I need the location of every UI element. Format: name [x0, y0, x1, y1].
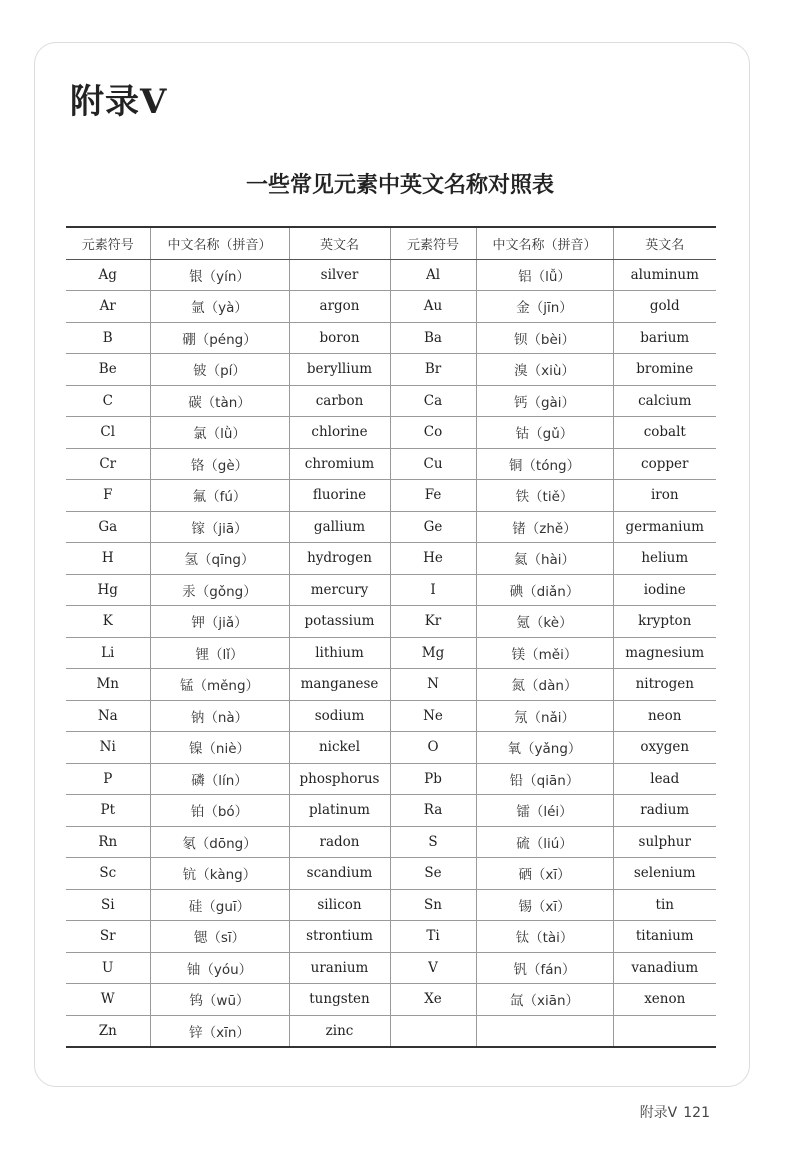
english-name: lead — [613, 763, 716, 795]
english-name: sulphur — [613, 826, 716, 858]
english-name: chromium — [289, 448, 390, 480]
table-row — [66, 732, 716, 764]
element-symbol: Ra — [390, 795, 476, 827]
table-row — [66, 385, 716, 417]
element-symbol: O — [390, 732, 476, 764]
chinese-name: 钴（gǔ） — [476, 417, 613, 449]
english-name: manganese — [289, 669, 390, 701]
chinese-name: 氩（yà） — [150, 291, 289, 323]
table-row — [66, 763, 716, 795]
english-name: beryllium — [289, 354, 390, 386]
english-name: selenium — [613, 858, 716, 890]
element-symbol: Ne — [390, 700, 476, 732]
chinese-name: 氯（lǜ） — [150, 417, 289, 449]
chinese-name: 钾（jiǎ） — [150, 606, 289, 638]
table-row — [66, 795, 716, 827]
chinese-name: 硼（péng） — [150, 322, 289, 354]
element-symbol: Hg — [66, 574, 150, 606]
element-symbol: P — [66, 763, 150, 795]
chinese-name: 钨（wū） — [150, 984, 289, 1016]
element-symbol: S — [390, 826, 476, 858]
element-symbol: Co — [390, 417, 476, 449]
element-symbol: Li — [66, 637, 150, 669]
english-name: barium — [613, 322, 716, 354]
table-row — [66, 700, 716, 732]
element-symbol: Ba — [390, 322, 476, 354]
english-name: oxygen — [613, 732, 716, 764]
chinese-name — [476, 1015, 613, 1047]
chinese-name: 铀（yóu） — [150, 952, 289, 984]
chinese-name: 镍（niè） — [150, 732, 289, 764]
header-chinese-name: 中文名称（拼音） — [150, 227, 289, 259]
table-row — [66, 952, 716, 984]
chinese-name: 碘（diǎn） — [476, 574, 613, 606]
header-chinese-name: 中文名称（拼音） — [476, 227, 613, 259]
element-symbol: B — [66, 322, 150, 354]
element-symbol — [390, 1015, 476, 1047]
english-name: krypton — [613, 606, 716, 638]
chinese-name: 氟（fú） — [150, 480, 289, 512]
element-symbol: Mn — [66, 669, 150, 701]
element-symbol: Br — [390, 354, 476, 386]
chinese-name: 钒（fán） — [476, 952, 613, 984]
element-symbol: He — [390, 543, 476, 575]
header-english-name: 英文名 — [289, 227, 390, 259]
chinese-name: 钛（tài） — [476, 921, 613, 953]
element-symbol: Ge — [390, 511, 476, 543]
english-name: xenon — [613, 984, 716, 1016]
chinese-name: 铂（bó） — [150, 795, 289, 827]
table-row — [66, 574, 716, 606]
table-header-row — [66, 227, 716, 259]
chinese-name: 铬（gè） — [150, 448, 289, 480]
element-symbol: Fe — [390, 480, 476, 512]
element-symbol: Cr — [66, 448, 150, 480]
english-name: neon — [613, 700, 716, 732]
english-name: cobalt — [613, 417, 716, 449]
chinese-name: 铍（pí） — [150, 354, 289, 386]
chinese-name: 钡（bèi） — [476, 322, 613, 354]
element-symbol: Ga — [66, 511, 150, 543]
english-name: helium — [613, 543, 716, 575]
english-name: aluminum — [613, 259, 716, 291]
element-symbol: Al — [390, 259, 476, 291]
english-name: copper — [613, 448, 716, 480]
element-symbol: N — [390, 669, 476, 701]
table-row — [66, 606, 716, 638]
english-name: zinc — [289, 1015, 390, 1047]
chinese-name: 镁（měi） — [476, 637, 613, 669]
chinese-name: 氙（xiān） — [476, 984, 613, 1016]
element-symbol: W — [66, 984, 150, 1016]
chinese-name: 钙（gài） — [476, 385, 613, 417]
table-row — [66, 984, 716, 1016]
english-name: silver — [289, 259, 390, 291]
table-row — [66, 480, 716, 512]
table-row — [66, 637, 716, 669]
appendix-heading: 附录V — [70, 82, 168, 122]
chinese-name: 硒（xī） — [476, 858, 613, 890]
element-symbol: V — [390, 952, 476, 984]
chinese-name: 钪（kàng） — [150, 858, 289, 890]
chinese-name: 汞（gǒng） — [150, 574, 289, 606]
chinese-name: 锌（xīn） — [150, 1015, 289, 1047]
english-name: calcium — [613, 385, 716, 417]
element-symbol: Cu — [390, 448, 476, 480]
english-name: platinum — [289, 795, 390, 827]
element-symbol: Pt — [66, 795, 150, 827]
element-symbol: Mg — [390, 637, 476, 669]
table-row — [66, 889, 716, 921]
element-symbol: K — [66, 606, 150, 638]
english-name: tungsten — [289, 984, 390, 1016]
chinese-name: 金（jīn） — [476, 291, 613, 323]
element-symbol: Si — [66, 889, 150, 921]
chinese-name: 钠（nà） — [150, 700, 289, 732]
chinese-name: 铜（tóng） — [476, 448, 613, 480]
english-name: gallium — [289, 511, 390, 543]
chinese-name: 锂（lǐ） — [150, 637, 289, 669]
english-name: phosphorus — [289, 763, 390, 795]
table-row — [66, 291, 716, 323]
table-row — [66, 259, 716, 291]
table-row — [66, 511, 716, 543]
english-name: tin — [613, 889, 716, 921]
english-name: lithium — [289, 637, 390, 669]
element-symbol: Ag — [66, 259, 150, 291]
footer-label: 附录V — [639, 1105, 678, 1121]
table-row — [66, 669, 716, 701]
page-number: 121 — [683, 1105, 710, 1121]
english-name: argon — [289, 291, 390, 323]
element-symbol: H — [66, 543, 150, 575]
chinese-name: 氖（nǎi） — [476, 700, 613, 732]
chinese-name: 硫（liú） — [476, 826, 613, 858]
page-footer — [640, 1102, 710, 1122]
element-symbol: Ca — [390, 385, 476, 417]
chinese-name: 硅（guī） — [150, 889, 289, 921]
english-name: bromine — [613, 354, 716, 386]
header-symbol: 元素符号 — [66, 227, 150, 259]
table-row — [66, 354, 716, 386]
element-symbol: F — [66, 480, 150, 512]
chinese-name: 铝（lǚ） — [476, 259, 613, 291]
element-symbol: Sr — [66, 921, 150, 953]
header-symbol: 元素符号 — [390, 227, 476, 259]
chinese-name: 锡（xī） — [476, 889, 613, 921]
chinese-name: 氢（qīng） — [150, 543, 289, 575]
chinese-name: 铅（qiān） — [476, 763, 613, 795]
chinese-name: 银（yín） — [150, 259, 289, 291]
english-name: uranium — [289, 952, 390, 984]
element-symbol: Se — [390, 858, 476, 890]
english-name: titanium — [613, 921, 716, 953]
table-title: 一些常见元素中英文名称对照表 — [245, 172, 554, 198]
english-name: fluorine — [289, 480, 390, 512]
table-row — [66, 1015, 716, 1047]
element-symbol: Au — [390, 291, 476, 323]
english-name: chlorine — [289, 417, 390, 449]
table-row — [66, 448, 716, 480]
english-name: silicon — [289, 889, 390, 921]
chinese-name: 磷（lín） — [150, 763, 289, 795]
english-name: germanium — [613, 511, 716, 543]
chinese-name: 氮（dàn） — [476, 669, 613, 701]
element-names-table — [66, 226, 716, 1048]
chinese-name: 氧（yǎng） — [476, 732, 613, 764]
table-row — [66, 417, 716, 449]
element-symbol: C — [66, 385, 150, 417]
english-name: iodine — [613, 574, 716, 606]
element-symbol: Ar — [66, 291, 150, 323]
chinese-name: 锗（zhě） — [476, 511, 613, 543]
chinese-name: 锰（měng） — [150, 669, 289, 701]
english-name: gold — [613, 291, 716, 323]
element-symbol: Be — [66, 354, 150, 386]
english-name: magnesium — [613, 637, 716, 669]
element-symbol: Ni — [66, 732, 150, 764]
element-symbol: I — [390, 574, 476, 606]
english-name: hydrogen — [289, 543, 390, 575]
element-symbol: Kr — [390, 606, 476, 638]
english-name: boron — [289, 322, 390, 354]
element-symbol: Xe — [390, 984, 476, 1016]
chinese-name: 锶（sī） — [150, 921, 289, 953]
chinese-name: 铁（tiě） — [476, 480, 613, 512]
header-english-name: 英文名 — [613, 227, 716, 259]
table-row — [66, 322, 716, 354]
english-name: vanadium — [613, 952, 716, 984]
english-name: potassium — [289, 606, 390, 638]
english-name: sodium — [289, 700, 390, 732]
element-symbol: Pb — [390, 763, 476, 795]
english-name: mercury — [289, 574, 390, 606]
element-symbol: Ti — [390, 921, 476, 953]
table-row — [66, 826, 716, 858]
english-name: nickel — [289, 732, 390, 764]
table-row — [66, 858, 716, 890]
english-name: nitrogen — [613, 669, 716, 701]
english-name — [613, 1015, 716, 1047]
english-name: radon — [289, 826, 390, 858]
chinese-name: 镭（léi） — [476, 795, 613, 827]
english-name: scandium — [289, 858, 390, 890]
element-symbol: Sn — [390, 889, 476, 921]
element-symbol: Cl — [66, 417, 150, 449]
table-row — [66, 921, 716, 953]
element-symbol: Na — [66, 700, 150, 732]
element-symbol: U — [66, 952, 150, 984]
english-name: strontium — [289, 921, 390, 953]
english-name: carbon — [289, 385, 390, 417]
element-symbol: Sc — [66, 858, 150, 890]
chinese-name: 氦（hài） — [476, 543, 613, 575]
english-name: iron — [613, 480, 716, 512]
chinese-name: 氡（dōng） — [150, 826, 289, 858]
chinese-name: 镓（jiā） — [150, 511, 289, 543]
english-name: radium — [613, 795, 716, 827]
element-symbol: Rn — [66, 826, 150, 858]
chinese-name: 碳（tàn） — [150, 385, 289, 417]
chinese-name: 氪（kè） — [476, 606, 613, 638]
element-symbol: Zn — [66, 1015, 150, 1047]
table-row — [66, 543, 716, 575]
chinese-name: 溴（xiù） — [476, 354, 613, 386]
